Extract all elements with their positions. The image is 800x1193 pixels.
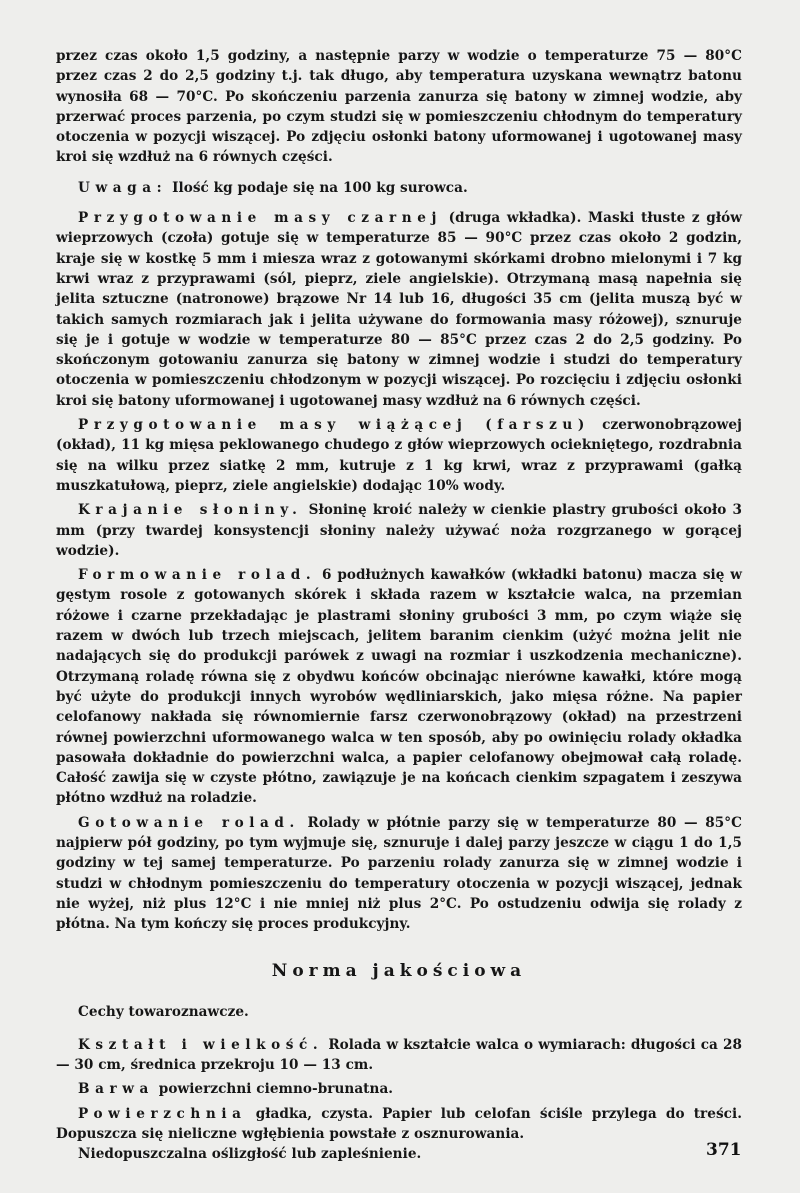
quality-ksztalt bbox=[56, 1035, 742, 1076]
paragraph-uwaga-heading: Uwaga: bbox=[78, 179, 168, 196]
quality-barwa-heading: Barwa bbox=[78, 1081, 154, 1098]
paragraph-masa-czarna-heading: Przygotowanie masy czarnej bbox=[78, 210, 443, 227]
paragraph-formowanie bbox=[56, 565, 742, 809]
paragraph-uwaga-text: Ilość kg podaje się na 100 kg surowca. bbox=[167, 179, 468, 196]
quality-niedopuszczalna: Niedopuszczalna oślizgłość lub zapleśnienie. bbox=[78, 1146, 422, 1163]
paragraph-masa-czarna bbox=[56, 208, 742, 411]
paragraph-masa-wiazaca bbox=[56, 415, 742, 496]
paragraph-masa-wiazaca-text: czerwonobrązowej (okład), 11 kg mięsa peklowanego chudego z głów wieprzowych ociekniętego, rozdrabnia się na wilku przez siatkę 2 mm, kutruje z 1 kg krwi, wraz z przyprawami (gałką muszkatułową, pieprz, ziele angielskie) dodając 10% wody. bbox=[56, 417, 743, 494]
paragraph-uwaga bbox=[56, 178, 742, 198]
section-subtitle: Cechy towaroznawcze. bbox=[78, 1004, 249, 1021]
page-number: 371 bbox=[706, 1140, 742, 1160]
paragraph-formowanie-text: 6 podłużnych kawałków (wkładki batonu) macza się w gęstym rosole z gotowanych skórek i składa razem w kształcie walca, na przemian różowe i czarne przekładając je plastrami słoniny grubości 3 mm, po czym wiąże się razem w dwóch lub trzech miejscach, jelitem baranim cienkim (użyć można jelit nie nadających się do produkcji parówek z uwagi na rozmiar i uszkodzenia mechaniczne). Otrzymaną roladę równa się z obydwu końców obcinając nierówne kawałki, które mogą być użyte do produkcji innych wyrobów wędliniarskich, jako mięsa różne. Na papier celofanowy nakłada się równomiernie farsz czerwonobrązowy (okład) na przestrzeni równej powierzchni uformowanego walca w ten sposób, aby po owinięciu rolady okładka pasowała dokładnie do powierzchni walca, a papier celofanowy obejmował całą roladę. Całość zawija się w czyste płótno, zawiązuje je na końcach cienkim szpagatem i zeszywa płótno wzdłuż na roladzie. bbox=[56, 567, 743, 807]
section-title: Norma jakościowa bbox=[271, 961, 527, 982]
quality-ksztalt-text: Rolada w kształcie walca o wymiarach: długości ca 28 — 30 cm, średnica przekroju 10 — 13 cm. bbox=[56, 1036, 742, 1074]
paragraph-krajanie bbox=[56, 500, 742, 561]
paragraph-gotowanie-heading: Gotowanie rolad. bbox=[78, 814, 300, 831]
paragraph-formowanie-heading: Formowanie rolad. bbox=[78, 567, 317, 584]
quality-barwa-text: powierzchni ciemno-brunatna. bbox=[153, 1081, 394, 1098]
quality-powierzchnia-text: gładka, czysta. Papier lub celofan ściśle przylega do treści. Dopuszcza się nieliczne wgłębienia powstałe z osznurowania. bbox=[56, 1105, 742, 1142]
quality-powierzchnia-heading: Powierzchnia bbox=[78, 1105, 247, 1122]
paragraph-krajanie-text: Słoninę kroić należy w cienkie plastry grubości około 3 mm (przy twardej konsystencji słoniny należy używać noża rozgrzanego w gorącej wodzie). bbox=[56, 502, 743, 559]
quality-powierzchnia bbox=[56, 1104, 742, 1145]
paragraph-krajanie-heading: Krajanie słoniny. bbox=[78, 502, 303, 519]
paragraph-parzenie: przez czas około 1,5 godziny, a następnie parzy w wodzie o temperaturze 75 — 80°C przez czas 2 do 2,5 godziny t.j. tak długo, aby temperatura uzyskana wewnątrz batonu wynosiła 68 — 70°C. Po skończeniu parzenia zanurza się batony w zimnej wodzie, aby przerwać proces parzenia, po czym studzi się w pomieszczeniu chłodnym do temperatury otoczenia w pozycji wiszącej. Po zdjęciu osłonki batony uformowanej i ugotowanej masy kroi się wzdłuż na 6 równych części. bbox=[56, 48, 742, 166]
paragraph-masa-wiazaca-heading: Przygotowanie masy wiążącej (farszu) bbox=[78, 417, 590, 434]
paragraph-gotowanie bbox=[56, 813, 742, 935]
paragraph-gotowanie-text: Rolady w płótnie parzy się w temperaturze 80 — 85°C najpierw pół godziny, po tym wyjmuje się, sznuruje i dalej parzy jeszcze w ciągu 1 do 1,5 godziny w tej samej temperaturze. Po parzeniu rolady zanurza się w zimnej wodzie i studzi w chłodnym pomieszczeniu do temperatury otoczenia w pozycji wiszącej, jednak nie wyżej, niż plus 12°C i nie mniej niż plus 2°C. Po ostudzeniu odwija się rolady z płótna. Na tym kończy się proces produkcyjny. bbox=[56, 814, 743, 933]
quality-barwa bbox=[56, 1079, 742, 1099]
page-content bbox=[56, 46, 742, 1165]
quality-ksztalt-heading: Kształt i wielkość. bbox=[78, 1036, 324, 1053]
paragraph-masa-czarna-text: (druga wkładka). Maski tłuste z głów wieprzowych (czoła) gotuje się w temperaturze 85 — 90°C przez czas około 2 godzin, kraje się w kostkę 5 mm i miesza wraz z gotowanymi skórkami drobno mielonymi i 7 kg krwi wraz z przyprawami (sól, pieprz, ziele angielskie). Otrzymaną masą napełnia się jelita sztuczne (natronowe) brązowe Nr 14 lub 16, długości 35 cm (jelita muszą być w takich samych rozmiarach jak i jelita używane do formowania masy różowej), sznuruje się je i gotuje w wodzie w temperaturze 80 — 85°C przez czas 2 do 2,5 godziny. Po skończonym gotowaniu zanurza się batony w zimnej wodzie i studzi do temperatury otoczenia w pomieszczeniu chłodzonym w pozycji wiszącej. Po rozcięciu i zdjęciu osłonki kroi się batony uformowanej i ugotowanej masy wzdłuż na 6 równych części. bbox=[56, 210, 742, 409]
